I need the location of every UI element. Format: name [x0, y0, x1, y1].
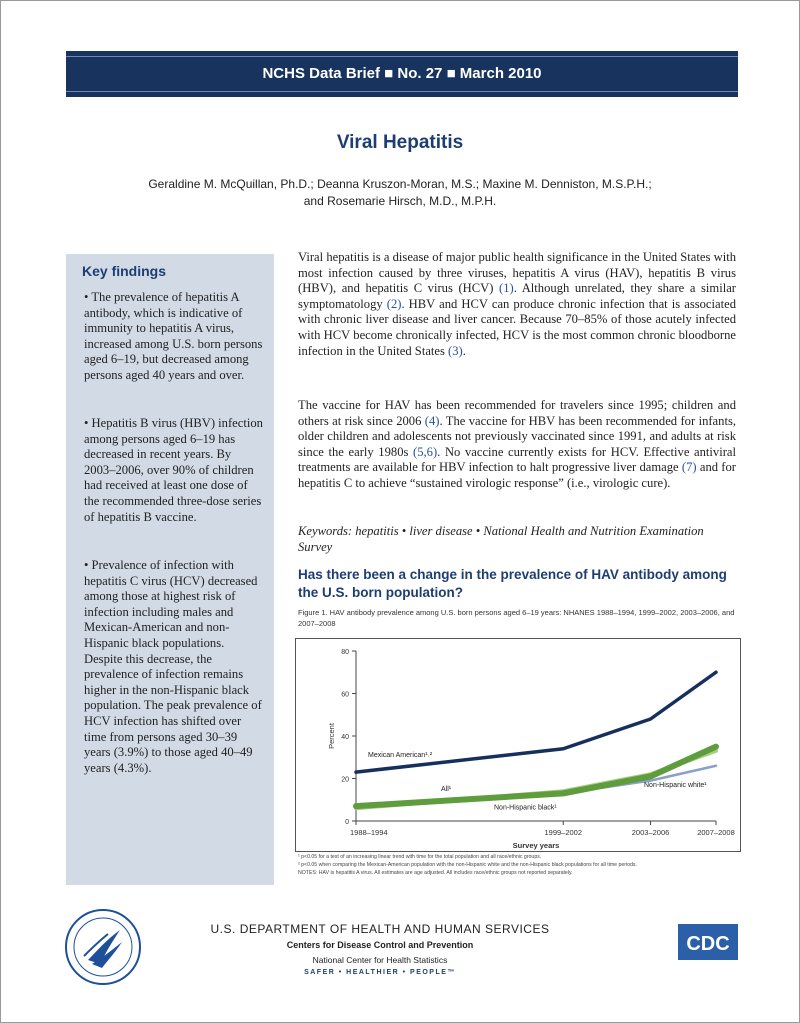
- key-finding-2: • Hepatitis B virus (HBV) infection among persons aged 6–19 has decreased in recent years. By 2003–2006, over 90% of children had received at least one dose of the recommended three-dose series of hepatitis B vaccine.: [84, 416, 263, 524]
- reference-link[interactable]: (2): [386, 296, 402, 311]
- chart-box: [295, 638, 741, 852]
- series-label: Non-Hispanic black¹: [494, 804, 557, 812]
- y-tick-label: 20: [341, 776, 349, 784]
- x-tick-label: 2007–2008: [697, 828, 735, 837]
- authors: [80, 176, 720, 210]
- header-banner: [66, 51, 738, 97]
- authors-line-2: and Rosemarie Hirsch, M.D., M.P.H.: [303, 194, 497, 208]
- reference-link[interactable]: (7): [681, 460, 697, 475]
- series-label: Non-Hispanic white¹: [644, 781, 707, 789]
- y-tick-label: 60: [341, 691, 349, 699]
- intro-paragraph: Viral hepatitis is a disease of major public health significance in the United States with most infection caused by three viruses, hepatitis A virus (HAV), hepatitis B virus (HBV), and hepatitis C virus (HCV) (1). Although unrelated, they share a similar symptomatology (2). HBV and HCV can produce chronic infection that is associated with chronic liver disease and liver cancer. Because 70–85% of those acutely infected with HCV become chronically infected, HCV is the most common chronic bloodborne infection in the United States (3).: [298, 250, 736, 358]
- y-tick-label: 80: [341, 649, 349, 656]
- figure-question: Has there been a change in the prevalence of HAV antibody among the U.S. born population?: [298, 567, 727, 600]
- x-tick-label: 1999–2002: [544, 828, 583, 837]
- y-tick-label: 40: [341, 734, 349, 741]
- reference-link[interactable]: (5,6): [413, 444, 438, 459]
- hhs-seal-icon: [62, 906, 144, 988]
- authors-line-1: Geraldine M. McQuillan, Ph.D.; Deanna Kruszon-Moran, M.S.; Maxine M. Denniston, M.S.P.H.;: [148, 177, 652, 191]
- key-findings-heading: Key findings: [82, 263, 167, 279]
- key-finding-1: • The prevalence of hepatitis A antibody, which is indicative of immunity to hepatitis A virus, increased among U.S. born persons aged 6–19, but decreased among persons aged 40 years and over.: [84, 290, 263, 382]
- figure-caption: Figure 1. HAV antibody prevalence among U.S. born persons aged 6–19 years: NHANES 1988–1994, 1999–2002, 2003–2006, and 2007–2008: [298, 608, 735, 628]
- y-axis-label: Percent: [327, 723, 336, 749]
- hav-prevalence-chart: [296, 639, 740, 851]
- figure-notes: [298, 853, 738, 877]
- key-finding-3: • Prevalence of infection with hepatitis C virus (HCV) decreased among those at highest risk of infection including males and Mexican-American and non-Hispanic black populations. Despite this decrease, the prevalence of infection remains higher in the non-Hispanic black population. The peak prevalence of HCV infection has shifted over time from persons aged 30–39 years (3.9%) to those aged 40–49 years (4.3%).: [84, 558, 262, 775]
- y-tick-label: 0: [345, 819, 349, 826]
- cdc-logo-text: CDC: [686, 933, 730, 955]
- x-tick-label: 1988–1994: [350, 828, 388, 837]
- cdc-logo-icon: [678, 924, 738, 960]
- cdc-tagline: SAFER • HEALTHIER • PEOPLE™: [304, 969, 456, 976]
- keywords: Keywords: hepatitis • liver disease • National Health and Nutrition Examination Survey: [298, 524, 704, 554]
- hhs-department: U.S. DEPARTMENT OF HEALTH AND HUMAN SERVICES: [210, 922, 550, 936]
- series-label: Mexican American¹˒²: [368, 752, 433, 760]
- page-title: Viral Hepatitis: [336, 132, 464, 153]
- reference-link[interactable]: (3): [448, 343, 463, 358]
- nchs-name: National Center for Health Statistics: [312, 955, 448, 965]
- vaccine-paragraph: The vaccine for HAV has been recommended for travelers since 1995; children and others at risk since 2006 (4). The vaccine for HBV has been recommended for infants, older children and adolescents not previously vaccinated since 1991, and adults at risk since the early 1980s (5,6). No vaccine currently exists for HCV. Effective antiviral treatments are available for HBV infection to halt progressive liver damage (7) and for hepatitis C to achieve “sustained virologic response” (i.e., virologic cure).: [298, 398, 736, 490]
- x-axis-label: Survey years: [512, 841, 560, 850]
- figure-note: ¹ p<0.05 for a test of an increasing linear trend with time for the total population and all race/ethnic groups.: [298, 854, 542, 860]
- reference-link[interactable]: (1): [499, 281, 514, 296]
- figure-note: ² p<0.05 when comparing the Mexican-American population with the non-Hispanic white and the non-Hispanic black populations for all time periods.: [298, 862, 637, 868]
- banner-text: NCHS Data Brief ■ No. 27 ■ March 2010: [262, 65, 542, 82]
- x-tick-label: 2003–2006: [631, 828, 670, 837]
- cdc-name: Centers for Disease Control and Prevention: [286, 940, 474, 950]
- reference-link[interactable]: (4): [424, 413, 440, 428]
- figure-note: NOTES: HAV is hepatitis A virus. All estimates are age adjusted. All includes race/ethnic groups not reported separately.: [298, 870, 573, 876]
- series-label: All¹: [441, 786, 452, 794]
- series-line: [356, 751, 716, 808]
